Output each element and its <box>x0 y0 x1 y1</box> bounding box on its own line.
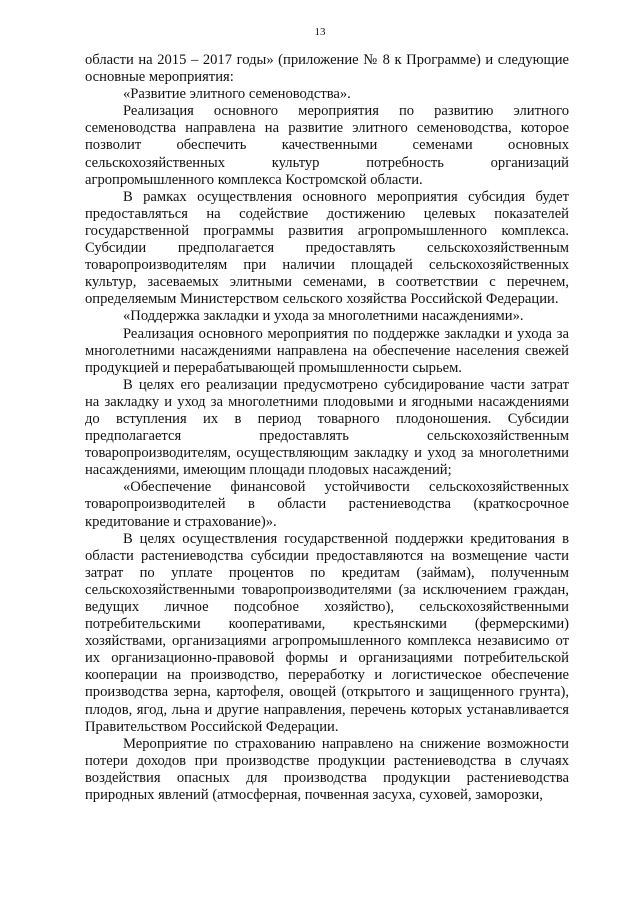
heading-elite-seed-production: «Развитие элитного семеноводства». <box>123 86 351 103</box>
paragraph-insurance: Мероприятие по страхованию направлено на снижение возможности потери доходов при производстве продукции растениеводства в случаях воздействия опасных для производства продукции растениеводства природных явлений (атмосферная, почвенная засуха, суховей, заморозки, <box>85 735 569 804</box>
heading-perennial-plantings: «Поддержка закладки и ухода за многолетними насаждениями». <box>123 308 524 325</box>
document-body <box>85 52 569 804</box>
paragraph-continuation: области на 2015 – 2017 годы» (приложение № 8 к Программе) и следующие основные мероприятия: <box>85 52 569 86</box>
paragraph-crediting-support: В целях осуществления государственной поддержки кредитования в области растениеводства субсидии предоставляются на возмещение части затрат по уплате процентов по кредитам (займам), полученным сельскохозяйственными товаропроизводителями (за исключением граждан, ведущих личное подсобное хозяйство), сельскохозяйственными потребительскими кооперативами, крестьянскими (фермерскими) хозяйствами, организациями агропромышленного комплекса независимо от их организационно-правовой формы и организациями потребительской кооперации на производство, переработку и логистическое обеспечение производства зерна, картофеля, овощей (открытого и защищенного грунта), плодов, ягод, льна и другие направления, перечень которых устанавливается Правительством Российской Федерации. <box>85 530 569 735</box>
paragraph-perennial-subsidy: В целях его реализации предусмотрено субсидирование части затрат на закладку и уход за многолетними плодовыми и ягодными насаждениями до вступления их в период товарного плодоношения. Субсидии предполагается предоставлять сельскохозяйственным товаропроизводителям, осуществляющим закладку и уход за многолетними насаждениями, имеющим площади плодовых насаждений; <box>85 376 569 479</box>
heading-financial-stability: «Обеспечение финансовой устойчивости сельскохозяйственных товаропроизводителей в области растениеводства (краткосрочное кредитование и страхование)». <box>85 479 569 530</box>
paragraph-elite-seed-subsidy: В рамках осуществления основного мероприятия субсидия будет предоставляться на содействие достижению целевых показателей государственной программы развития агропромышленного комплекса. Субсидии предполагается предоставлять сельскохозяйственным товаропроизводителям при наличии площадей сельскохозяйственных культур, засеваемых элитными семенами, в соответствии с перечнем, определяемым Министерством сельского хозяйства Российской Федерации. <box>85 188 569 308</box>
paragraph-elite-seed-implementation: Реализация основного мероприятия по развитию элитного семеноводства направлена на развитие элитного семеноводства, которое позволит обеспечить качественными семенами основных сельскохозяйственных культур потребность организаций агропромышленного комплекса Костромской области. <box>85 103 569 188</box>
page-number: 13 <box>314 26 326 38</box>
paragraph-perennial-implementation: Реализация основного мероприятия по поддержке закладки и ухода за многолетними насаждениями направлена на обеспечение населения свежей продукцией и перерабатывающей промышленности сырьем. <box>85 325 569 376</box>
